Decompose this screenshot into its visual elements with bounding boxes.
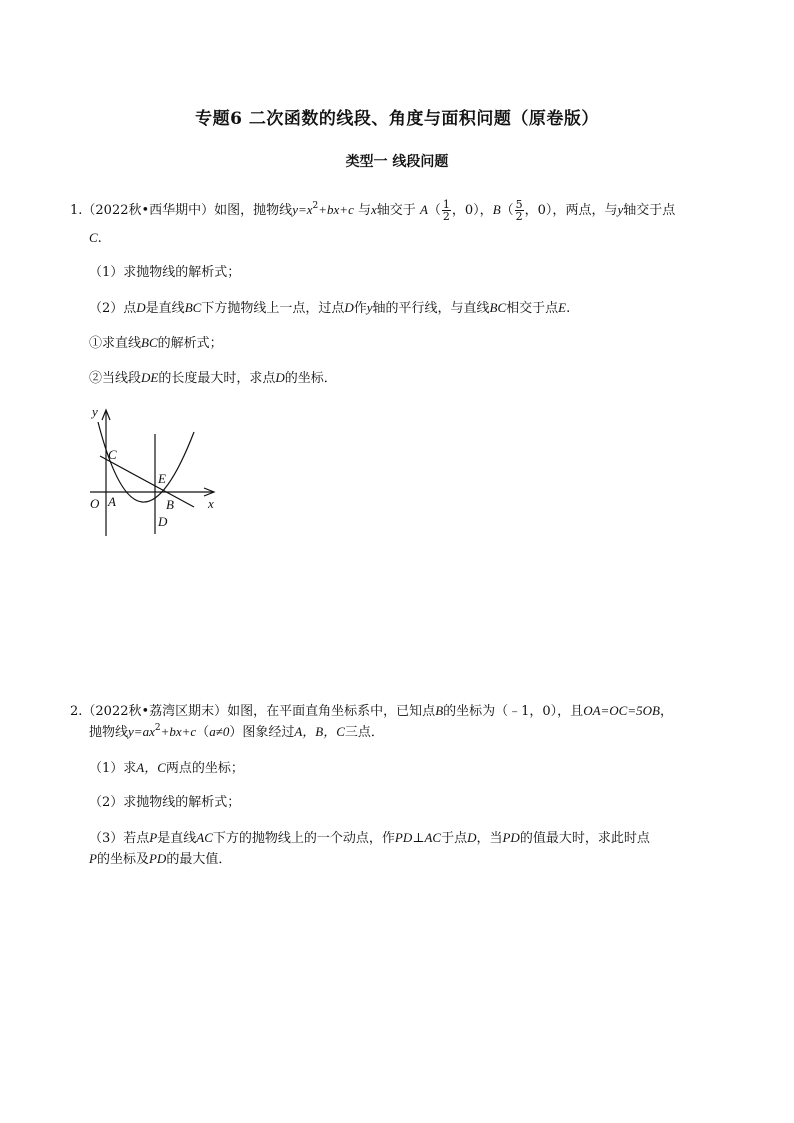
label-d: D [158,514,168,529]
q1-sub1: ①求直线BC的解析式； [89,335,223,351]
q2-part3-line2: P的坐标及PD的最大值． [89,851,232,867]
q1-number: 1. [70,203,83,218]
q2-stem-line2: 抛物线$y=ax^2+bx+c(a\ne 0)$图象经过A，B，C三点． [89,723,384,740]
label-x: x [208,496,214,511]
q1-sub2: ②当线段DE的长度最大时，求点D的坐标． [89,370,337,386]
q2-stem-line1: 2.（2022秋•荔湾区期末）如图，在平面直角坐标系中，已知点B的坐标为（﹣1，0），且OA=OC=5OB， [70,703,673,719]
fraction-five-halves: $\frac{5}{2}$ [515,198,523,223]
label-a: A [108,494,116,509]
label-b: B [166,497,174,512]
q1-part2: （2）点D是直线BC下方抛物线上一点，过点D作y轴的平行线，与直线BC相交于点E. [89,300,571,316]
page-title: 专题6 二次函数的线段、角度与面积问题（原卷版） [195,109,599,129]
section-title: 类型一 线段问题 [345,154,449,170]
label-e: E [158,471,166,486]
fraction-one-half: $\frac{1}{2}$ [442,198,450,223]
q1-part1: （1）求抛物线的解析式； [89,265,241,280]
label-o: O [90,496,100,511]
q1-stem-line2: C. [89,230,102,246]
q1-stem-line1: 1.（2022秋•西华期中）如图，抛物线$y=x^2+bx+c$ 与x轴交于 A（ $\frac{1}{2}$ ，0），B（ $\frac{5}{2}$ ，0），两点，与y轴交于点 [70,198,676,223]
q2-part2: （2）求抛物线的解析式； [89,795,241,810]
q2-part3-line1: （3）若点P是直线AC下方的抛物线上的一个动点，作PD⊥AC于点D，当PD的值最大时，求此时点 [89,830,650,846]
q2-part1: （1）求A，C两点的坐标； [89,760,244,776]
parabola-figure [86,402,226,542]
label-y: y [92,404,98,419]
parabola-curve [98,422,194,502]
q2-number: 2. [70,704,83,719]
label-c: C [108,447,117,462]
